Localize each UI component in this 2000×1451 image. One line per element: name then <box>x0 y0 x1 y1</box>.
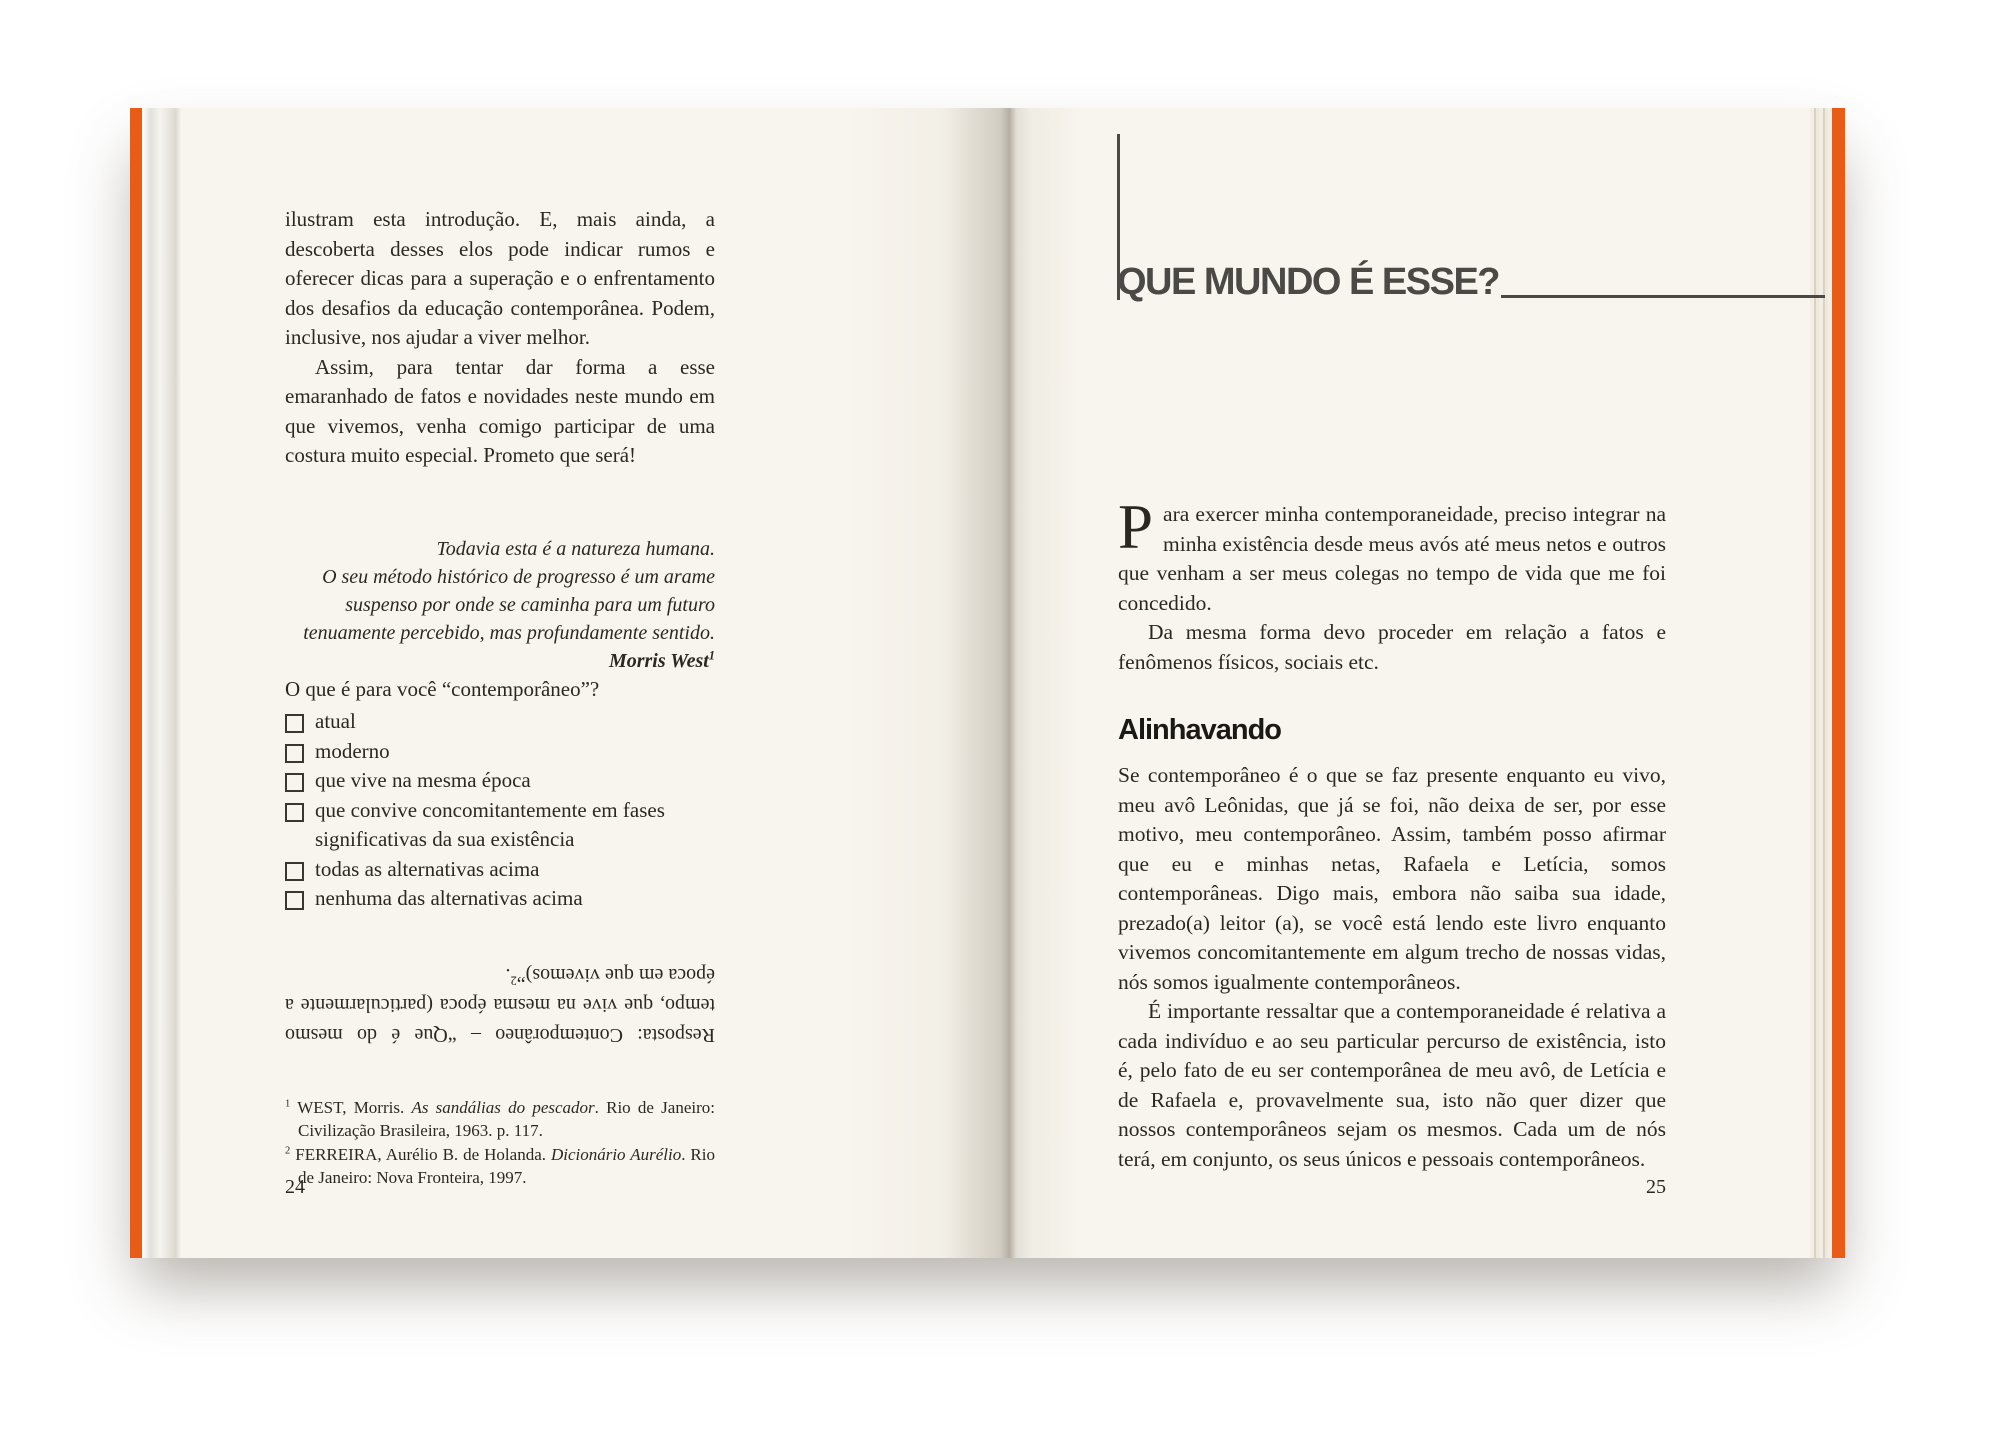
quote-attribution-name: Morris West <box>608 649 709 672</box>
quote-attribution <box>285 647 715 675</box>
paragraph: É importante ressaltar que a contemporaneidade é relativa a cada indivíduo e ao seu particular percurso de existência, isto é, pelo fato de eu ser contemporânea de meu avô, de Letícia e de Rafaela e, provavelmente sua, isto não quer dizer que nossos contemporâneos sejam os mesmos. Cada um de nós terá, em conjunto, os seus únicos e pessoais contemporâneos. <box>1118 999 1666 1171</box>
checklist-item-label: nenhuma das alternativas acima <box>315 886 583 910</box>
checklist-item <box>285 884 715 914</box>
checkbox-icon <box>285 773 304 792</box>
quote-line: O seu método histórico de progresso é um arame <box>322 565 715 588</box>
paragraph: Da mesma forma devo proceder em relação a fatos e fenômenos físicos, sociais etc. <box>1118 620 1666 674</box>
checklist-item-label: todas as alternativas acima <box>315 856 540 881</box>
footnote-text: WEST, Morris. <box>297 1097 412 1117</box>
paragraph: Se contemporâneo é o que se faz presente enquanto eu vivo, meu avô Leônidas, que já se foi, não deixa de ser, por esse motivo, meu contemporâneo. Assim, também posso afirmar que eu e minhas netas, Rafaela e Letícia, somos contemporâneas. Digo mais, embora não saiba sua idade, prezado(a) leitor (a), se você está lendo este livro enquanto vivemos concomitantemente em algum trecho de nossas vidas, nós somos igualmente contemporâneos. <box>1118 763 1666 994</box>
opening-paragraph <box>1118 492 1666 618</box>
page-number-left: 24 <box>285 1176 305 1198</box>
left-page <box>182 108 1010 1258</box>
continuation-paragraph: ilustram esta introdução. E, mais ainda, a descoberta desses elos pode indicar rumos e oferecer dicas para a superação e o enfrentamento dos desafios da educação contemporânea. Podem, inclusive, nos ajudar a viver melhor. <box>285 207 715 349</box>
chapter-heading-row <box>1117 260 1825 302</box>
footnote-marker: 2 <box>285 1144 291 1156</box>
quote-line: tenuamente percebido, mas profundamente sentido. <box>303 621 715 644</box>
checklist-item <box>285 737 715 767</box>
checkbox-icon <box>285 714 304 733</box>
checklist-item-label: atual <box>315 709 356 733</box>
footnote <box>285 1143 715 1190</box>
checklist-item-label: que convive concomitantemente em fases significativas da sua existência <box>315 797 665 851</box>
left-page-stack-edge <box>142 108 182 1258</box>
quote-line: Todavia esta é a natureza humana. <box>436 537 715 560</box>
question-text: O que é para você “contemporâneo”? <box>285 676 600 701</box>
checkbox-icon <box>285 891 304 910</box>
footnote-marker: 1 <box>708 647 715 662</box>
checklist <box>285 707 715 914</box>
footnote-text: FERREIRA, Aurélio B. de Holanda. <box>295 1144 551 1164</box>
paragraph: Assim, para tentar dar forma a esse emaranhado de fatos e novidades neste mundo em que vivemos, venha comigo participar de uma costura muito especial. Prometo que será! <box>285 354 715 467</box>
left-cover-edge <box>130 108 142 1258</box>
footnote-text-end: . Rio de Janeiro: Nova Fronteira, 1997. <box>298 1144 715 1187</box>
checklist-item <box>285 796 715 855</box>
section-heading: Alinhavando <box>1118 714 1282 746</box>
footnote-marker: 2 <box>510 973 517 988</box>
right-page <box>1010 108 1810 1258</box>
checklist-item <box>285 766 715 796</box>
footnote-book-title: As sandálias do pescador <box>411 1097 595 1117</box>
chapter-title: QUE MUNDO É ESSE? <box>1117 261 1499 303</box>
footnotes <box>285 1096 715 1190</box>
epigraph-quote <box>285 535 715 675</box>
left-page-text-column <box>285 205 715 1190</box>
answer-text-end: . <box>505 963 511 986</box>
checklist-item-label: que vive na mesma época <box>315 768 531 792</box>
right-cover-edge <box>1832 108 1845 1258</box>
footnote-book-title: Dicionário Aurélio <box>550 1144 682 1164</box>
page-number-right: 25 <box>1646 1176 1666 1198</box>
checklist-item <box>285 855 715 885</box>
checklist-item <box>285 707 715 737</box>
chapter-horizontal-rule <box>1501 295 1825 298</box>
drop-cap: P <box>1118 492 1154 562</box>
answer-text: Resposta: Contemporâneo – “Que é do mesmo tempo, que vive na mesma época (particularmente a época em que vivemos)” <box>285 963 715 1046</box>
checkbox-icon <box>285 862 304 881</box>
upside-down-answer <box>285 960 715 1050</box>
checklist-item-label: moderno <box>315 738 390 763</box>
footnote <box>285 1096 715 1143</box>
opening-paragraph-text: ara exercer minha contemporaneidade, preciso integrar na minha existência desde meus avós até meus netos e outros que venham a ser meus colegas no tempo de vida que me foi concedido. <box>1118 502 1666 615</box>
footnote-text-end: . Rio de Janeiro: Civilização Brasileira, 1963. p. 117. <box>298 1097 715 1140</box>
checkbox-icon <box>285 803 304 822</box>
quote-line: suspenso por onde se caminha para um futuro <box>345 593 715 616</box>
footnote-marker: 1 <box>285 1097 291 1109</box>
checkbox-icon <box>285 744 304 763</box>
right-page-text-column <box>1118 492 1666 1174</box>
open-book <box>130 108 1845 1258</box>
